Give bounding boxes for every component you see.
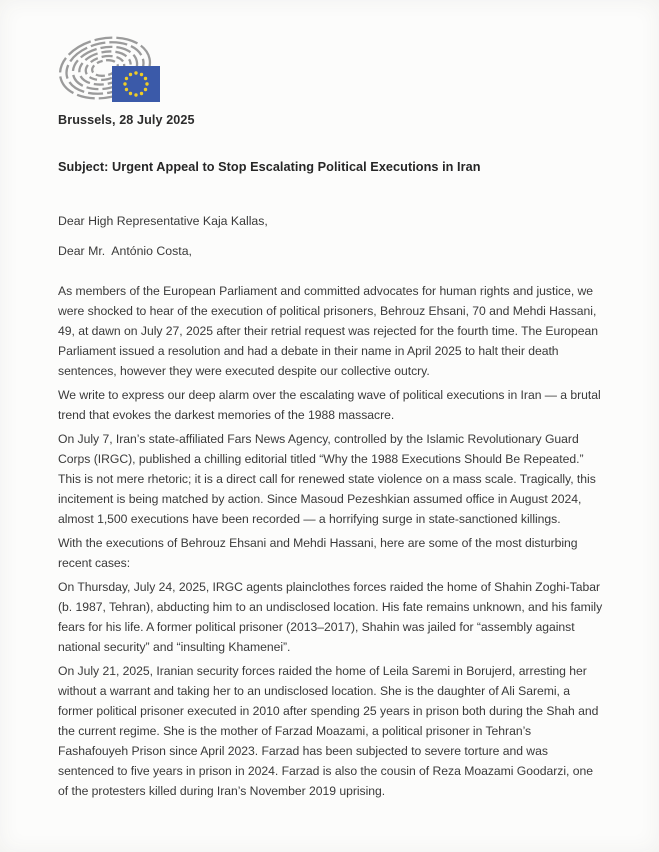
letter-content <box>58 36 603 801</box>
paragraph-fars-editorial: On July 7, Iran’s state-affiliated Fars News Agency, controlled by the Islamic Revolutionary Guard Corps (IRGC), published a chilling editorial titled “Why the 1988 Executions Should Be Repeated.” This is not mere rhetoric; it is a direct call for renewed state violence on a mass scale. Tragically, this incitement is being matched by action. Since Masoud Pezeshkian assumed office in August 2024, almost 1,500 executions have been recorded — a horrifying surge in state-sanctioned killings. <box>58 432 596 526</box>
greeting-costa: Dear Mr. António Costa, <box>58 244 192 258</box>
paragraph-disturbing-cases-intro: With the executions of Behrouz Ehsani and Mehdi Hassani, here are some of the most disturbing recent cases: <box>58 536 578 570</box>
paragraph-leila-saremi: On July 21, 2025, Iranian security forces raided the home of Leila Saremi in Borujerd, arresting her without a warrant and taking her to an undisclosed location. She is the daughter of Ali Saremi, a former political prisoner executed in 2010 after spending 25 years in prison both during the Shah and the current regime. She is the mother of Farzad Moazami, a political prisoner in Tehran’s Fashafouyeh Prison since April 2023. Farzad has been subjected to severe torture and was sentenced to five years in prison in 2024. Farzad is also the cousin of Reza Moazami Goodarzi, one of the protesters killed during Iran’s November 2019 uprising. <box>58 664 599 798</box>
european-parliament-logo <box>58 36 162 104</box>
ep-hemicycle-flag-icon <box>58 36 162 104</box>
dateline: Brussels, 28 July 2025 <box>58 113 195 127</box>
paragraph-executions-announcement: As members of the European Parliament and committed advocates for human rights and justice, we were shocked to hear of the execution of political prisoners, Behrouz Ehsani, 70 and Mehdi Hassani, 49, at dawn on July 27, 2025 after their retrial request was rejected for the fourth time. The European Parliament issued a resolution and had a debate in their name in April 2025 to halt their death sentences, however they were executed despite our collective outcry. <box>58 284 599 378</box>
subject-line: Subject: Urgent Appeal to Stop Escalating Political Executions in Iran <box>58 160 481 174</box>
greeting-kallas: Dear High Representative Kaja Kallas, <box>58 214 268 228</box>
paragraph-deep-alarm: We write to express our deep alarm over the escalating wave of political executions in Iran — a brutal trend that evokes the darkest memories of the 1988 massacre. <box>58 388 601 422</box>
paragraph-shahin-zoghi-tabar: On Thursday, July 24, 2025, IRGC agents plainclothes forces raided the home of Shahin Zoghi-Tabar (b. 1987, Tehran), abducting him to an undisclosed location. His fate remains unknown, and his family fears for his life. A former political prisoner (2013–2017), Shahin was jailed for “assembly against national security” and “insulting Khamenei”. <box>58 580 603 654</box>
